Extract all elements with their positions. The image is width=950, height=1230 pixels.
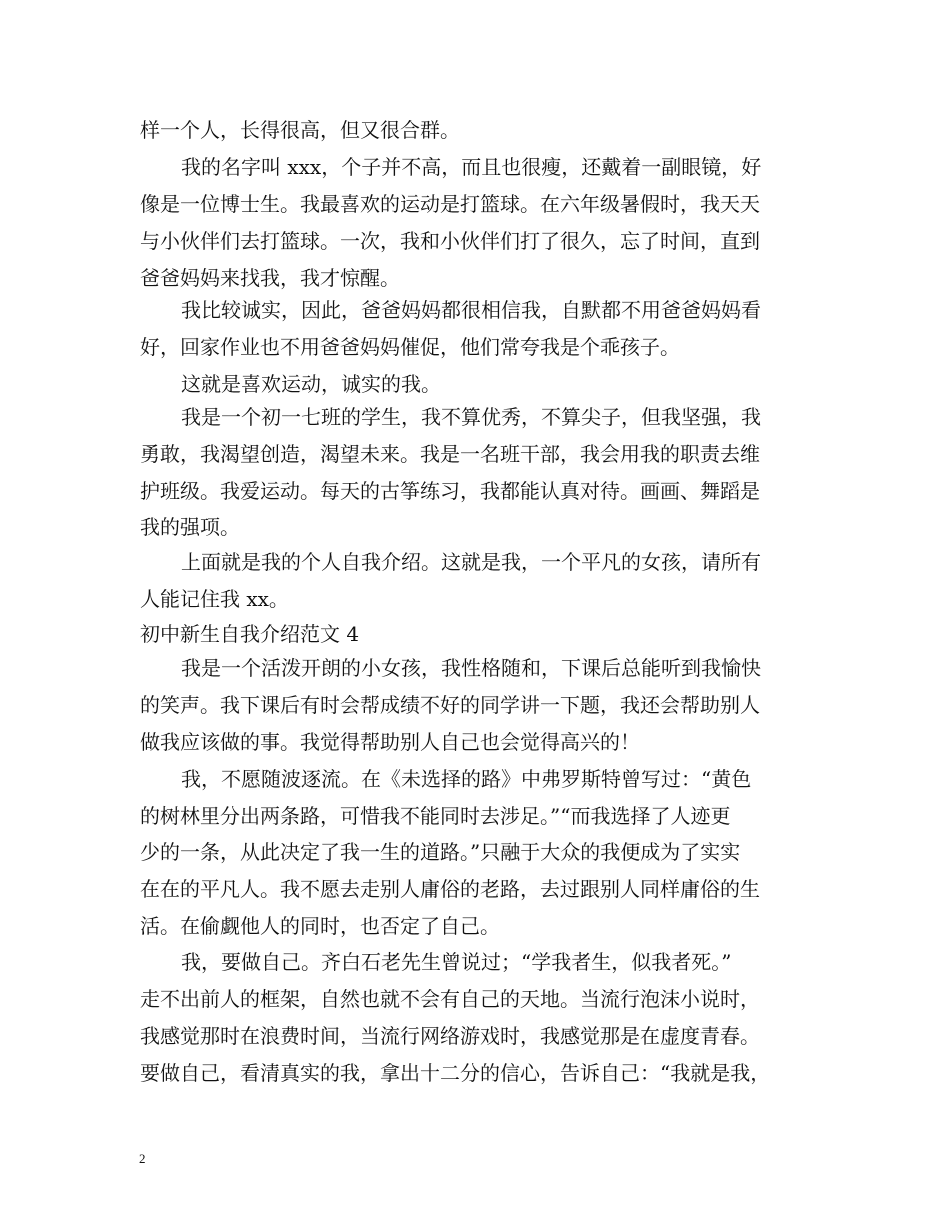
text-line: 活。在偷觑他人的同时，也否定了自己。 bbox=[140, 914, 500, 938]
text-line: 与小伙伴们去打篮球。一次，我和小伙伴们打了很久，忘了时间，直到 bbox=[140, 229, 760, 253]
text-line: 我是一个初一七班的学生，我不算优秀，不算尖子，但我坚强，我 bbox=[181, 405, 761, 429]
text-line: 像是一位博士生。我最喜欢的运动是打篮球。在六年级暑假时，我天天 bbox=[140, 192, 760, 216]
text-line: 要做自己，看清真实的我，拿出十二分的信心，告诉自己：“我就是我， bbox=[140, 1061, 771, 1085]
text-line: 少的一条，从此决定了我一生的道路。”只融于大众的我便成为了实实 bbox=[140, 840, 741, 864]
text-line: 做我应该做的事。我觉得帮助别人自己也会觉得高兴的！ bbox=[140, 730, 640, 754]
text-line: 人能记住我 xx。 bbox=[140, 587, 289, 611]
text-line: 这就是喜欢运动，诚实的我。 bbox=[181, 372, 441, 396]
text-line: 我，要做自己。齐白石老先生曾说过；“学我者生，似我者死。” bbox=[181, 950, 732, 974]
text-line: 我的名字叫 xxx，个子并不高，而且也很瘦，还戴着一副眼镜，好 bbox=[181, 155, 762, 179]
text-line: 爸爸妈妈来找我，我才惊醒。 bbox=[140, 266, 400, 290]
text-line: 走不出前人的框架，自然也就不会有自己的天地。当流行泡沫小说时， bbox=[140, 987, 760, 1011]
text-line: 好，回家作业也不用爸爸妈妈催促，他们常夸我是个乖孩子。 bbox=[140, 335, 680, 359]
page-number: 2 bbox=[139, 1151, 146, 1166]
text-line: 我感觉那时在浪费时间，当流行网络游戏时，我感觉那是在虚度青春。 bbox=[140, 1024, 760, 1048]
text-line: 我比较诚实，因此，爸爸妈妈都很相信我，自默都不用爸爸妈妈看 bbox=[181, 298, 761, 322]
text-line: 勇敢，我渴望创造，渴望未来。我是一名班干部，我会用我的职责去维 bbox=[140, 442, 760, 466]
text-line: 的树林里分出两条路，可惜我不能同时去涉足。”“而我选择了人迹更 bbox=[140, 804, 731, 828]
text-line: 护班级。我爱运动。每天的古筝练习，我都能认真对待。画画、舞蹈是 bbox=[140, 479, 760, 503]
text-line: 的笑声。我下课后有时会帮成绩不好的同学讲一下题，我还会帮助别人 bbox=[140, 693, 760, 717]
text-line: 样一个人，长得很高，但又很合群。 bbox=[140, 118, 460, 142]
section-heading: 初中新生自我介绍范文 4 bbox=[140, 622, 360, 646]
text-line: 我是一个活泼开朗的小女孩，我性格随和，下课后总能听到我愉快 bbox=[181, 656, 761, 680]
text-line: 上面就是我的个人自我介绍。这就是我，一个平凡的女孩，请所有 bbox=[181, 550, 761, 574]
text-line: 在在的平凡人。我不愿去走别人庸俗的老路，去过跟别人同样庸俗的生 bbox=[140, 877, 760, 901]
text-line: 我的强项。 bbox=[140, 515, 240, 539]
text-line: 我，不愿随波逐流。在《未选择的路》中弗罗斯特曾写过：“黄色 bbox=[181, 767, 752, 791]
